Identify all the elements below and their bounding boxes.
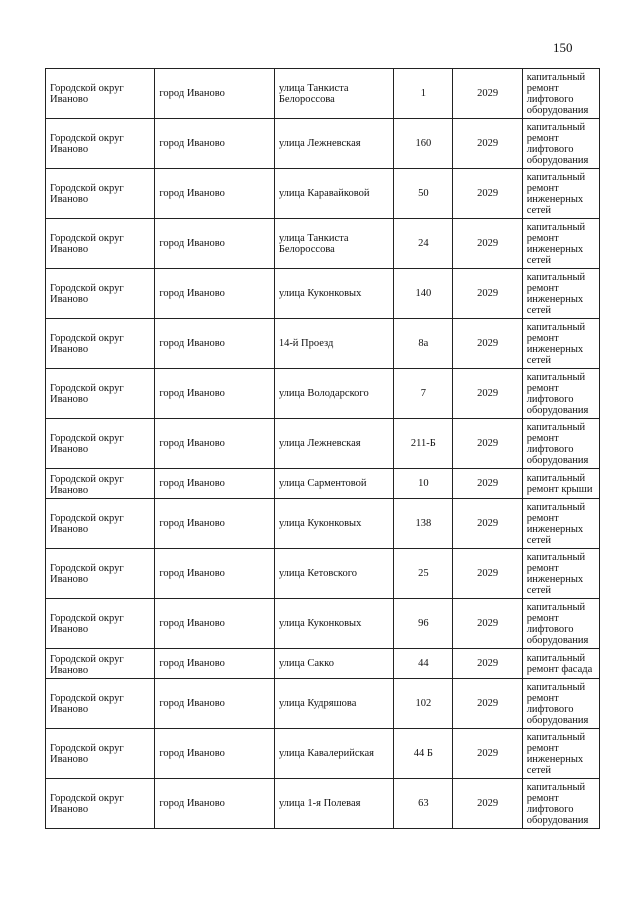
street-cell: улица Сарментовой xyxy=(274,469,393,499)
house-number-cell: 140 xyxy=(394,269,453,319)
house-number-cell: 8а xyxy=(394,319,453,369)
house-number-cell: 102 xyxy=(394,679,453,729)
table-row xyxy=(46,319,600,369)
year-cell: 2029 xyxy=(453,469,522,499)
work-type-cell: капитальный ремонт лифтового оборудования xyxy=(522,69,599,119)
city-cell: город Иваново xyxy=(155,469,274,499)
district-cell: Городской округ Иваново xyxy=(46,549,155,599)
year-cell: 2029 xyxy=(453,219,522,269)
year-cell: 2029 xyxy=(453,679,522,729)
street-cell: улица Каравайковой xyxy=(274,169,393,219)
city-cell: город Иваново xyxy=(155,549,274,599)
page-number: 150 xyxy=(553,40,573,55)
table-row xyxy=(46,649,600,679)
house-number-cell: 1 xyxy=(394,69,453,119)
table-row xyxy=(46,269,600,319)
street-cell: улица Куконковых xyxy=(274,599,393,649)
street-cell: улица Кудряшова xyxy=(274,679,393,729)
repair-schedule-table xyxy=(45,68,600,829)
house-number-cell: 50 xyxy=(394,169,453,219)
house-number-cell: 160 xyxy=(394,119,453,169)
year-cell: 2029 xyxy=(453,549,522,599)
house-number-cell: 44 xyxy=(394,649,453,679)
street-cell: улица 1-я Полевая xyxy=(274,779,393,829)
street-cell: улица Володарского xyxy=(274,369,393,419)
year-cell: 2029 xyxy=(453,269,522,319)
district-cell: Городской округ Иваново xyxy=(46,779,155,829)
work-type-cell: капитальный ремонт инженерных сетей xyxy=(522,549,599,599)
table-row xyxy=(46,219,600,269)
table-row xyxy=(46,729,600,779)
street-cell: улица Лежневская xyxy=(274,119,393,169)
work-type-cell: капитальный ремонт инженерных сетей xyxy=(522,219,599,269)
table-row xyxy=(46,499,600,549)
city-cell: город Иваново xyxy=(155,319,274,369)
year-cell: 2029 xyxy=(453,319,522,369)
district-cell: Городской округ Иваново xyxy=(46,169,155,219)
street-cell: улица Куконковых xyxy=(274,269,393,319)
year-cell: 2029 xyxy=(453,599,522,649)
city-cell: город Иваново xyxy=(155,419,274,469)
street-cell: улица Танкиста Белороссова xyxy=(274,69,393,119)
street-cell: улица Танкиста Белороссова xyxy=(274,219,393,269)
table-row xyxy=(46,469,600,499)
work-type-cell: капитальный ремонт лифтового оборудования xyxy=(522,679,599,729)
street-cell: улица Кавалерийская xyxy=(274,729,393,779)
house-number-cell: 10 xyxy=(394,469,453,499)
work-type-cell: капитальный ремонт крыши xyxy=(522,469,599,499)
table-row xyxy=(46,679,600,729)
street-cell: улица Лежневская xyxy=(274,419,393,469)
house-number-cell: 7 xyxy=(394,369,453,419)
table-row xyxy=(46,599,600,649)
district-cell: Городской округ Иваново xyxy=(46,679,155,729)
work-type-cell: капитальный ремонт инженерных сетей xyxy=(522,269,599,319)
district-cell: Городской округ Иваново xyxy=(46,599,155,649)
street-cell: улица Кетовского xyxy=(274,549,393,599)
work-type-cell: капитальный ремонт инженерных сетей xyxy=(522,319,599,369)
house-number-cell: 24 xyxy=(394,219,453,269)
year-cell: 2029 xyxy=(453,369,522,419)
work-type-cell: капитальный ремонт лифтового оборудования xyxy=(522,779,599,829)
district-cell: Городской округ Иваново xyxy=(46,469,155,499)
city-cell: город Иваново xyxy=(155,219,274,269)
work-type-cell: капитальный ремонт фасада xyxy=(522,649,599,679)
city-cell: город Иваново xyxy=(155,269,274,319)
work-type-cell: капитальный ремонт инженерных сетей xyxy=(522,729,599,779)
year-cell: 2029 xyxy=(453,729,522,779)
city-cell: город Иваново xyxy=(155,369,274,419)
house-number-cell: 63 xyxy=(394,779,453,829)
year-cell: 2029 xyxy=(453,649,522,679)
district-cell: Городской округ Иваново xyxy=(46,69,155,119)
work-type-cell: капитальный ремонт лифтового оборудования xyxy=(522,369,599,419)
city-cell: город Иваново xyxy=(155,729,274,779)
district-cell: Городской округ Иваново xyxy=(46,319,155,369)
district-cell: Городской округ Иваново xyxy=(46,219,155,269)
table-row xyxy=(46,549,600,599)
house-number-cell: 211-Б xyxy=(394,419,453,469)
work-type-cell: капитальный ремонт инженерных сетей xyxy=(522,499,599,549)
street-cell: улица Куконковых xyxy=(274,499,393,549)
table-row xyxy=(46,69,600,119)
district-cell: Городской округ Иваново xyxy=(46,369,155,419)
house-number-cell: 44 Б xyxy=(394,729,453,779)
city-cell: город Иваново xyxy=(155,499,274,549)
year-cell: 2029 xyxy=(453,779,522,829)
city-cell: город Иваново xyxy=(155,679,274,729)
table-row xyxy=(46,779,600,829)
year-cell: 2029 xyxy=(453,169,522,219)
table-row xyxy=(46,369,600,419)
work-type-cell: капитальный ремонт лифтового оборудования xyxy=(522,119,599,169)
city-cell: город Иваново xyxy=(155,649,274,679)
work-type-cell: капитальный ремонт инженерных сетей xyxy=(522,169,599,219)
year-cell: 2029 xyxy=(453,419,522,469)
district-cell: Городской округ Иваново xyxy=(46,729,155,779)
year-cell: 2029 xyxy=(453,69,522,119)
street-cell: 14-й Проезд xyxy=(274,319,393,369)
district-cell: Городской округ Иваново xyxy=(46,649,155,679)
city-cell: город Иваново xyxy=(155,599,274,649)
table-row xyxy=(46,169,600,219)
city-cell: город Иваново xyxy=(155,779,274,829)
year-cell: 2029 xyxy=(453,119,522,169)
house-number-cell: 25 xyxy=(394,549,453,599)
table-row xyxy=(46,119,600,169)
district-cell: Городской округ Иваново xyxy=(46,119,155,169)
year-cell: 2029 xyxy=(453,499,522,549)
house-number-cell: 96 xyxy=(394,599,453,649)
city-cell: город Иваново xyxy=(155,119,274,169)
city-cell: город Иваново xyxy=(155,169,274,219)
work-type-cell: капитальный ремонт лифтового оборудования xyxy=(522,599,599,649)
city-cell: город Иваново xyxy=(155,69,274,119)
house-number-cell: 138 xyxy=(394,499,453,549)
table-row xyxy=(46,419,600,469)
district-cell: Городской округ Иваново xyxy=(46,499,155,549)
district-cell: Городской округ Иваново xyxy=(46,419,155,469)
street-cell: улица Сакко xyxy=(274,649,393,679)
work-type-cell: капитальный ремонт лифтового оборудования xyxy=(522,419,599,469)
district-cell: Городской округ Иваново xyxy=(46,269,155,319)
